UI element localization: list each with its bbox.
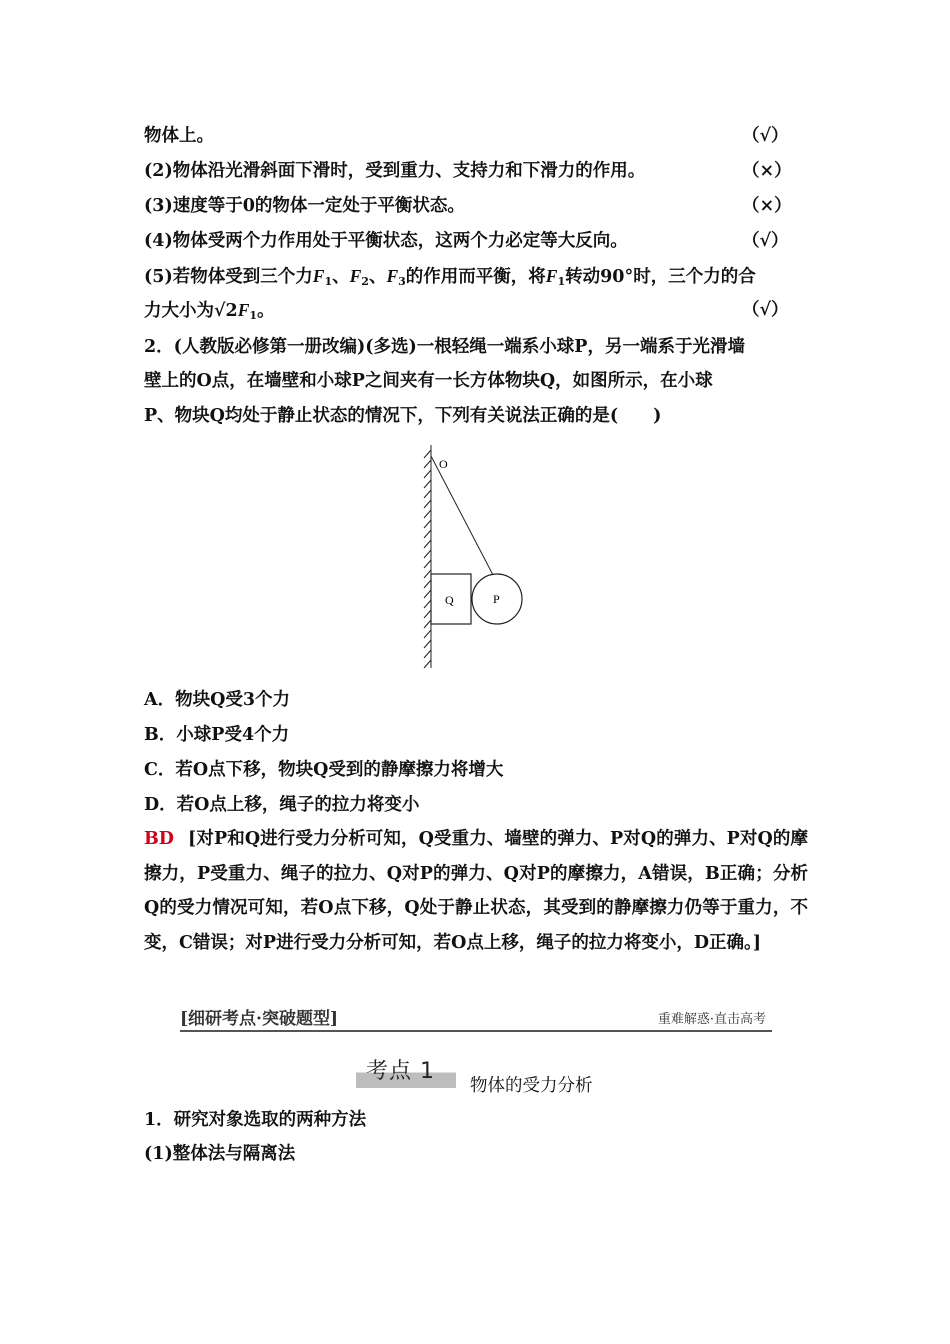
answer-key: BD [144, 829, 174, 849]
label-p: P [493, 592, 500, 606]
kaodian-label: 考点 1 [366, 1059, 435, 1084]
judge-item-5-line2: 力大小为$√2F_1$。 [144, 300, 275, 322]
question-line-1: 2．(人教版必修第一册改编)(多选)一根轻绳一端系小球P，另一端系于光滑墙 [144, 337, 745, 357]
judge-item-5-line1: (5)若物体受到三个力$F_1$、$F_2$、$F_3$的作用而平衡，将$F_1$转动90°时，三个力的合 [144, 266, 756, 288]
option-c: C．若O点下移，物块Q受到的静摩擦力将增大 [144, 760, 504, 780]
kaodian-badge [356, 1054, 456, 1088]
heading-1: 1．研究对象选取的两种方法 [144, 1110, 367, 1130]
judge-item-2-mark: （×） [742, 161, 792, 181]
heading-2: (1)整体法与隔离法 [144, 1144, 296, 1164]
judge-item-3-mark: （×） [742, 196, 792, 216]
wall-hatching [424, 445, 431, 668]
explanation-text: [对P和Q进行受力分析可知，Q受重力、墙壁的弹力、P对Q的弹力、P对Q的摩擦力，P受重力、绳子的拉力、Q对P的弹力、Q对P的摩擦力，A错误，B正确；分析Q的受力情况可知，若O点下移，Q处于静止状态，其受到的静摩擦力仍等于重力，不变，C错误；对P进行受力分析可知，若O点上移，绳子的拉力将变小，D正确。] [144, 829, 808, 953]
band-right-text: 重难解惑·直击高考 [657, 1012, 766, 1027]
wall-ball-block-figure [410, 440, 540, 675]
option-b: B．小球P受4个力 [144, 725, 290, 745]
label-o: O [439, 457, 448, 471]
question-line-3: P、物块Q均处于静止状态的情况下，下列有关说法正确的是( ) [144, 406, 662, 426]
rope [431, 456, 493, 575]
judge-cont-mark: （√） [742, 126, 789, 146]
sqrt-expression: √2 [214, 301, 238, 321]
judge-cont-text: 物体上。 [144, 126, 214, 146]
answer-explanation [144, 822, 808, 960]
option-d: D．若O点上移，绳子的拉力将变小 [144, 795, 420, 815]
label-q: Q [445, 593, 454, 607]
section-band [180, 1004, 772, 1032]
judge-item-3: (3)速度等于0的物体一定处于平衡状态。 [144, 196, 465, 216]
judge-item-4: (4)物体受两个力作用处于平衡状态，这两个力必定等大反向。 [144, 231, 628, 251]
option-a: A．物块Q受3个力 [144, 690, 290, 710]
judge-item-5-mark: （√） [742, 300, 789, 320]
judge-item-2: (2)物体沿光滑斜面下滑时，受到重力、支持力和下滑力的作用。 [144, 161, 646, 181]
band-title: [细研考点·突破题型] [180, 1009, 339, 1029]
judge-item-4-mark: （√） [742, 231, 789, 251]
question-line-2: 壁上的O点，在墙壁和小球P之间夹有一长方体物块Q，如图所示，在小球 [144, 371, 713, 391]
kaodian-title: 物体的受力分析 [470, 1076, 593, 1096]
